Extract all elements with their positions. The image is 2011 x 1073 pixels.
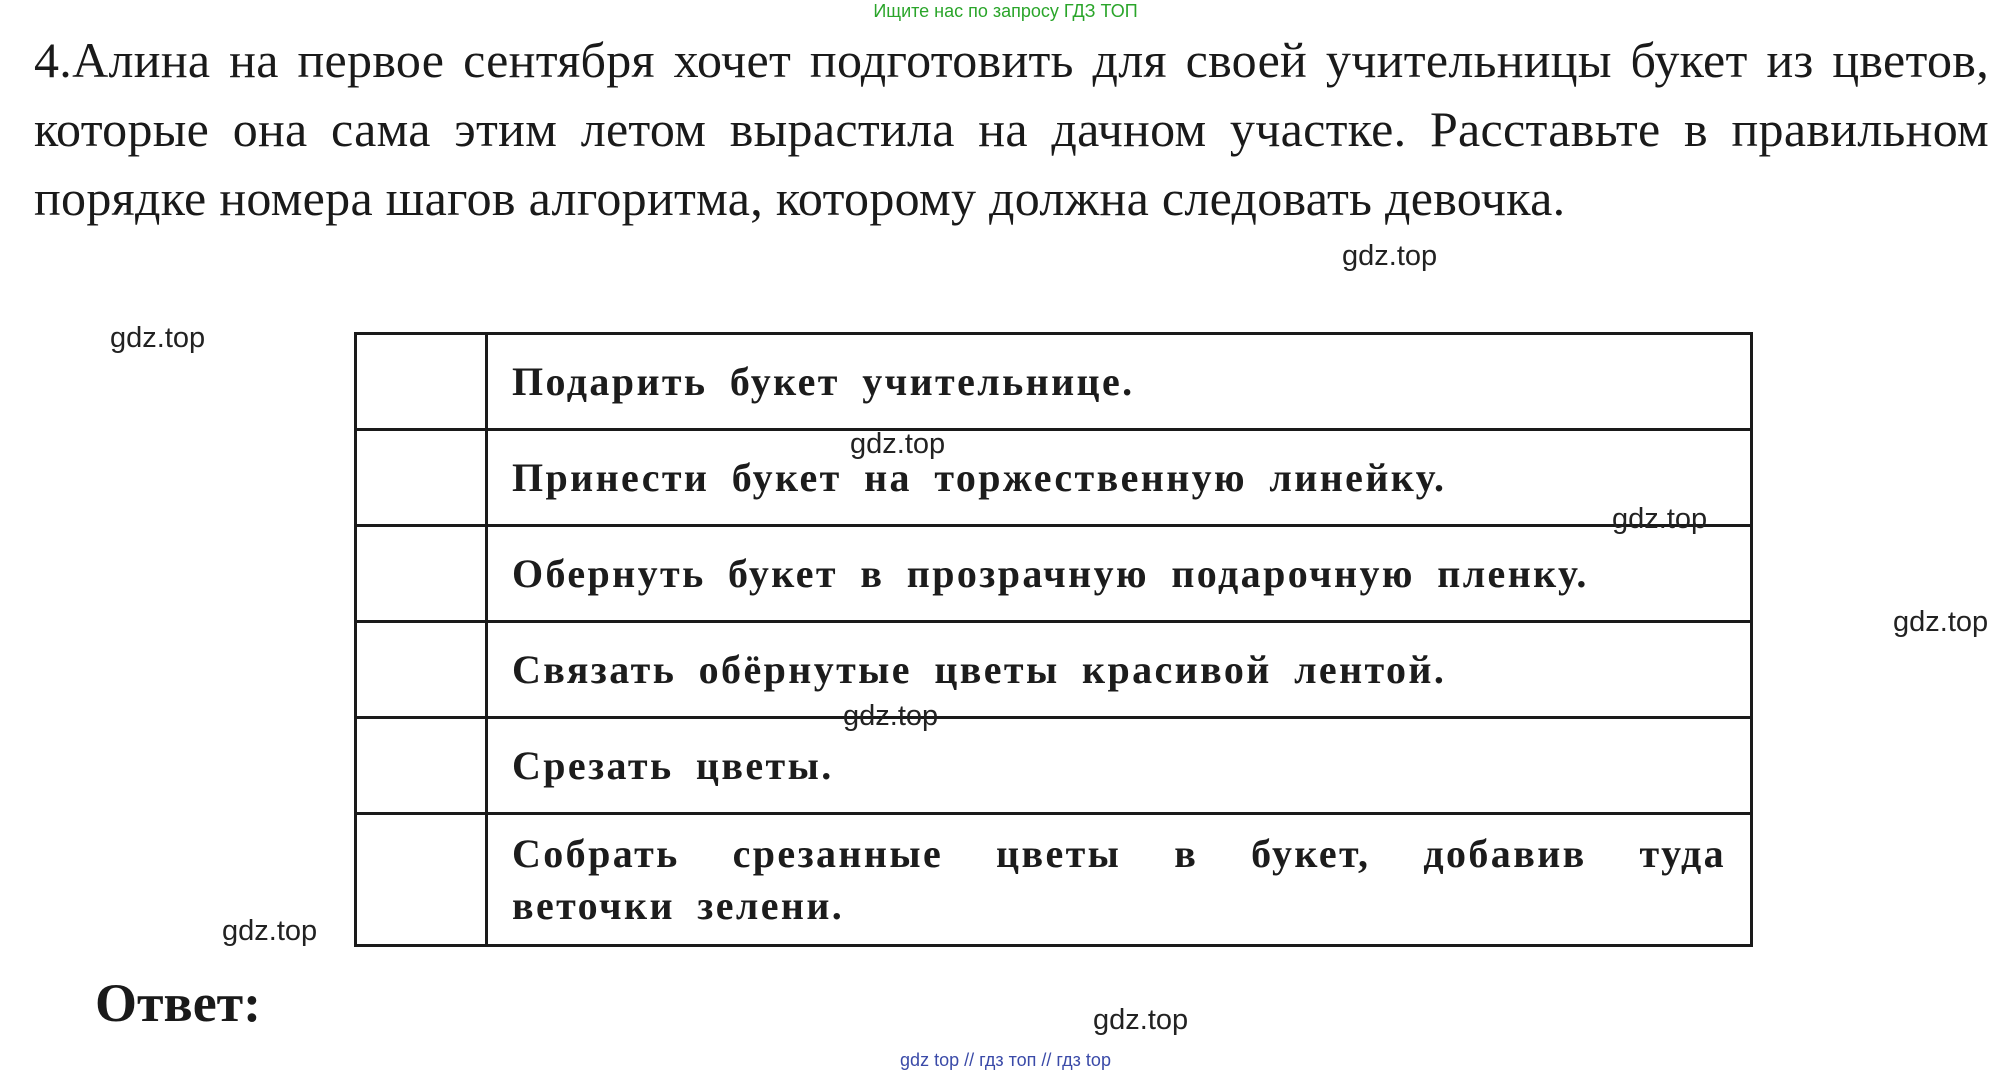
table-row bbox=[356, 814, 1752, 946]
step-text-cell: Связать обёрнутые цветы красивой лентой. bbox=[487, 622, 1752, 718]
watermark-text: gdz.top bbox=[850, 428, 946, 460]
step-text-cell: Принести букет на торжественную линейку. bbox=[487, 430, 1752, 526]
watermark-text: gdz.top bbox=[843, 700, 939, 732]
step-number-cell[interactable] bbox=[356, 526, 487, 622]
step-number-cell[interactable] bbox=[356, 814, 487, 946]
task-text: 4.Алина на первое сентября хочет подготовить для своей учительницы букет из цветов, которые она сама этим летом вырастила на дачном участке. Расставьте в правильном порядке номера шагов алгоритма, которому должна следовать девочка. bbox=[34, 32, 1989, 226]
step-number-cell[interactable] bbox=[356, 622, 487, 718]
table-row bbox=[356, 718, 1752, 814]
step-number-cell[interactable] bbox=[356, 430, 487, 526]
watermark-text: gdz.top bbox=[1093, 1004, 1189, 1036]
table-row bbox=[356, 526, 1752, 622]
table-row bbox=[356, 334, 1752, 430]
watermark-text: gdz.top bbox=[222, 915, 318, 947]
watermark-text: gdz.top bbox=[1612, 503, 1708, 535]
step-text-cell: Подарить букет учительнице. bbox=[487, 334, 1752, 430]
step-text-cell: Срезать цветы. bbox=[487, 718, 1752, 814]
algorithm-steps-table bbox=[354, 332, 1753, 947]
step-number-cell[interactable] bbox=[356, 334, 487, 430]
watermark-text: gdz.top bbox=[1342, 240, 1438, 272]
step-text-cell: Собрать срезанные цветы в букет, добавив туда веточки зелени. bbox=[487, 814, 1752, 946]
top-banner: Ищите нас по запросу ГДЗ ТОП bbox=[873, 1, 1138, 21]
step-text-cell: Обернуть букет в прозрачную подарочную пленку. bbox=[487, 526, 1752, 622]
footer-links: gdz top // гдз топ // гдз top bbox=[900, 1050, 1111, 1070]
table-row bbox=[356, 430, 1752, 526]
answer-label: Ответ: bbox=[95, 973, 262, 1033]
step-number-cell[interactable] bbox=[356, 718, 487, 814]
table-row bbox=[356, 622, 1752, 718]
watermark-text: gdz.top bbox=[1893, 606, 1989, 638]
watermark-text: gdz.top bbox=[110, 322, 206, 354]
